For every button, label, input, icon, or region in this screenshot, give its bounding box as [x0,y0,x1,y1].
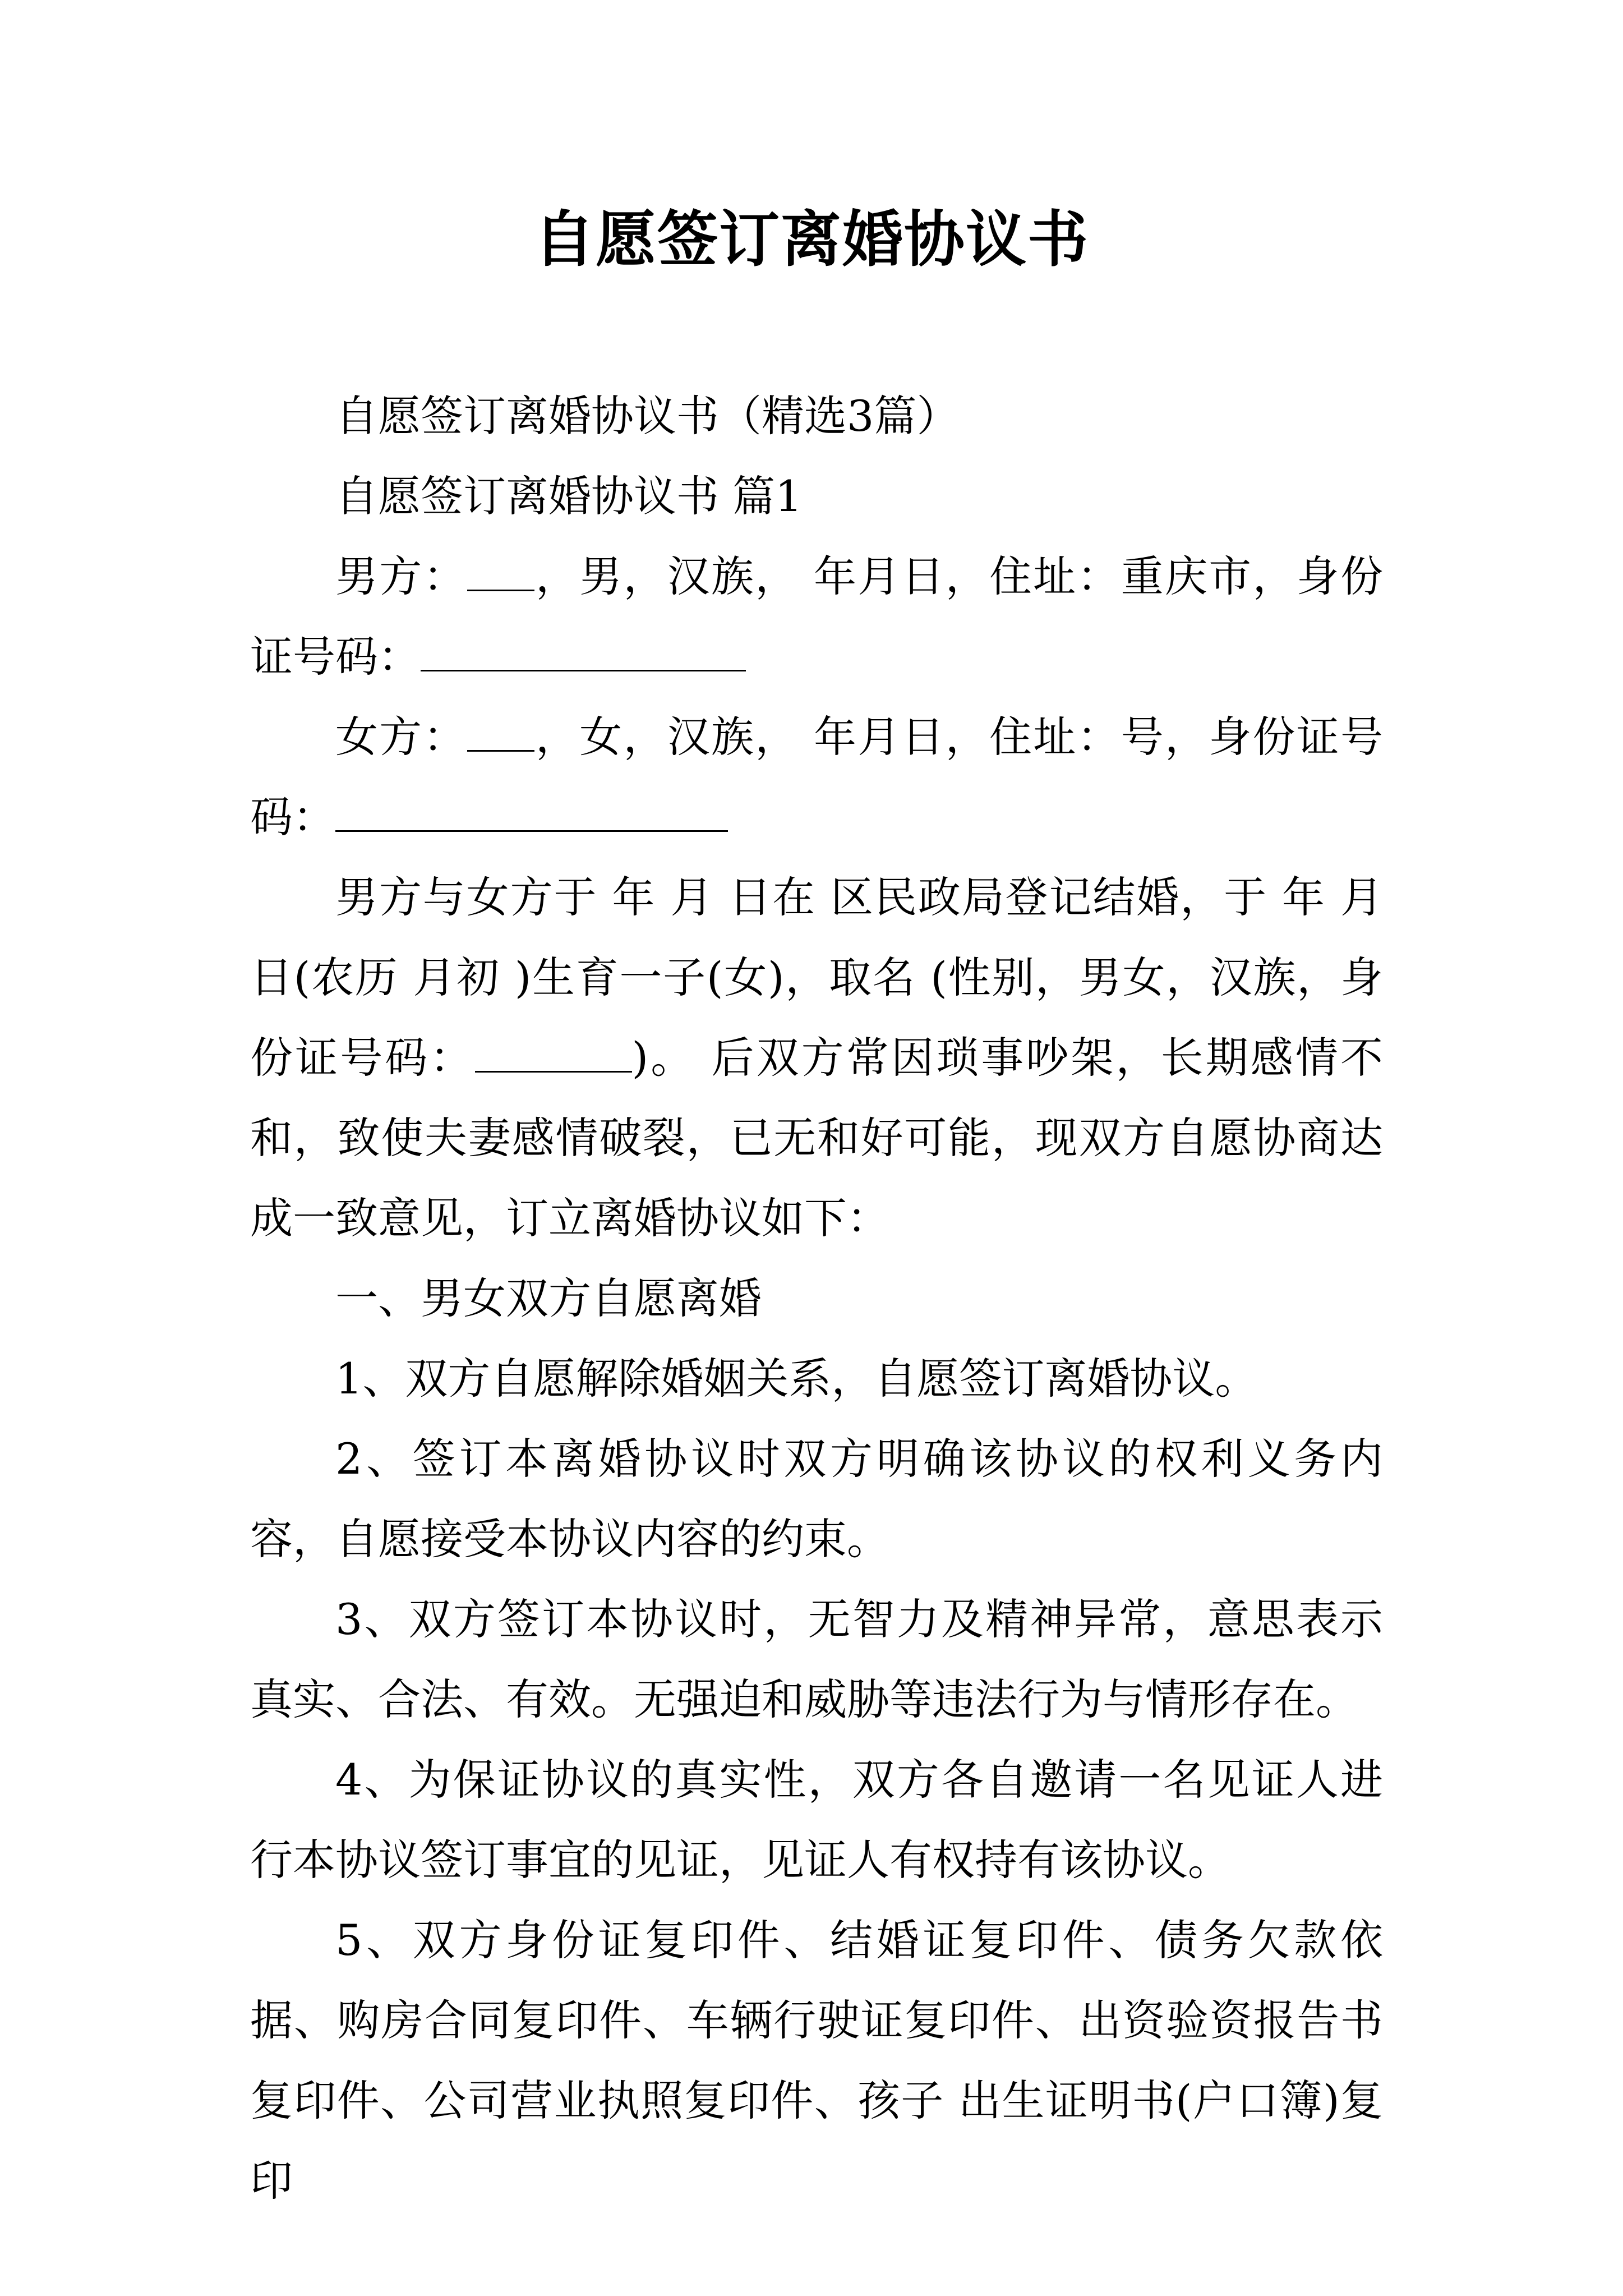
clause-5: 5、双方身份证复印件、结婚证复印件、债务欠款依据、购房合同复印件、车辆行驶证复印件、出资验资报告书复印件、公司营业执照复印件、孩子 出生证明书(户口簿)复印 [250,1915,1383,2206]
marriage-paragraph [250,857,1383,1258]
woman-label: 女方： [335,712,467,762]
child-id-blank [475,1037,632,1073]
document-title: 自愿签订离婚协议书 [533,204,1089,275]
clause-4: 4、为保证协议的真实性，双方各自邀请一名见证人进行本协议签订事宜的见证，见证人有权持有该协议。 [250,1755,1383,1885]
subtitle-paragraph: 自愿签订离婚协议书（精选3篇） [335,391,960,441]
woman-info-paragraph [250,697,1383,857]
marriage-text-b: )。 后双方常因琐事吵架，长期感情不和，致使夫妻感情破裂，已无和好可能，现双方自愿协商达成一致意见，订立离婚协议如下： [250,1033,1383,1243]
woman-id-blank [335,797,728,832]
chapter-heading: 自愿签订离婚协议书 篇1 [335,471,803,521]
document-body [250,376,1383,2221]
man-info-paragraph [250,536,1383,697]
man-id-blank [421,636,746,671]
man-name-blank [467,556,534,591]
marriage-text-a: 男方与女方于 年 月 日在 区民政局登记结婚，于 年 月 日(农历 月初 )生育一子(女)，取名 (性别，男女，汉族，身份证号码： [250,872,1383,1083]
woman-details: ，女，汉族， 年月日，住址：号，身份证号码： [250,712,1383,842]
clause-1: 1、双方自愿解除婚姻关系，自愿签订离婚协议。 [335,1354,1258,1404]
woman-name-blank [467,716,534,752]
clause-3: 3、双方签订本协议时，无智力及精神异常，意思表示真实、合法、有效。无强迫和威胁等违法行为与情形存在。 [250,1594,1383,1724]
section-heading: 一、男女双方自愿离婚 [335,1273,762,1323]
man-label: 男方： [335,551,467,601]
clause-2: 2、签订本离婚协议时双方明确该协议的权利义务内容，自愿接受本协议内容的约束。 [250,1434,1383,1564]
man-details: ，男，汉族， 年月日，住址：重庆市，身份证号码： [250,551,1383,682]
